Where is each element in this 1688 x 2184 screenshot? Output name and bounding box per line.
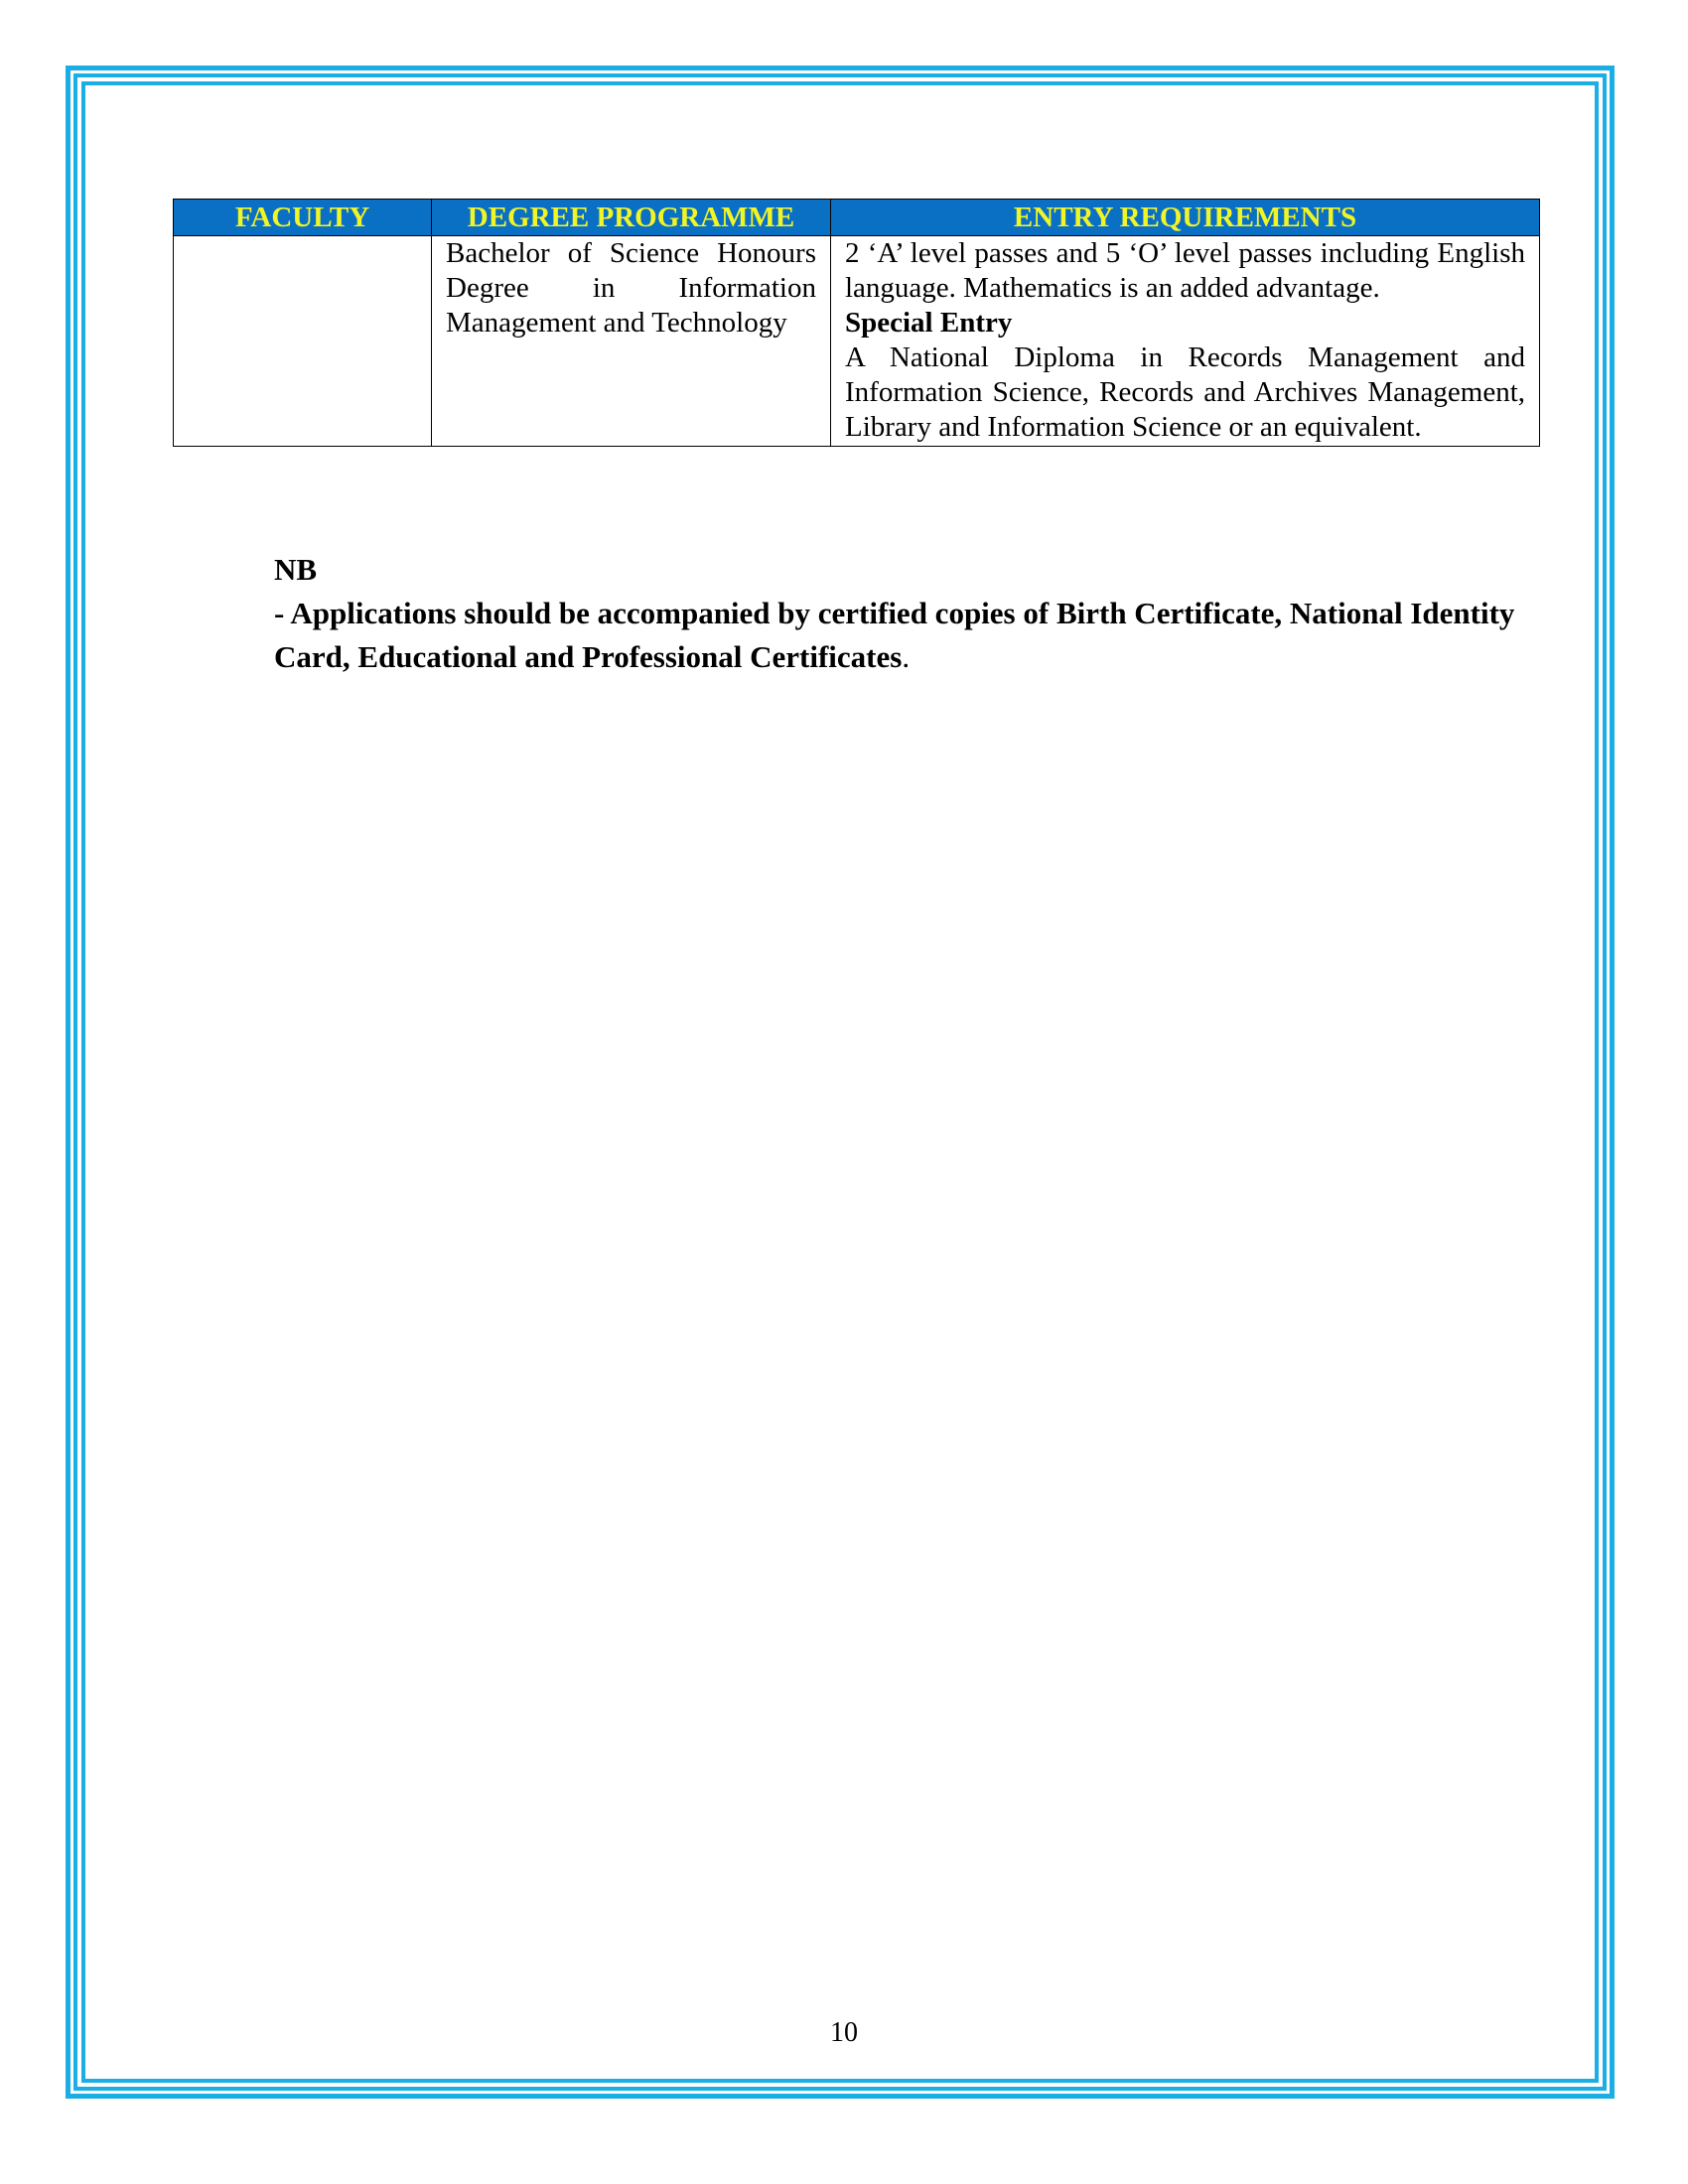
cell-faculty	[174, 236, 432, 447]
header-faculty: FACULTY	[174, 200, 432, 236]
entry-requirements-table	[173, 199, 1540, 447]
note-block	[274, 548, 1525, 679]
note-text: - Applications should be accompanied by certified copies of Birth Certificate, National Identity Card, Educational and Professional Certificates	[274, 596, 1515, 674]
table-header-row	[174, 200, 1540, 236]
requirements-text: 2 ‘A’ level passes and 5 ‘O’ level passes including English language. Mathematics is an added advantage.	[845, 237, 1525, 304]
header-degree-programme: DEGREE PROGRAMME	[432, 200, 831, 236]
special-entry-text: A National Diploma in Records Management and Information Science, Records and Archives Management, Library and Information Science or an equivalent.	[845, 341, 1525, 443]
table-row	[174, 236, 1540, 447]
cell-programme: Bachelor of Science Honours Degree in Information Management and Technology	[432, 236, 831, 447]
header-entry-requirements: ENTRY REQUIREMENTS	[831, 200, 1540, 236]
note-paragraph	[274, 592, 1525, 679]
page-number: 10	[830, 2017, 858, 2048]
note-title: NB	[274, 552, 318, 587]
special-entry-heading: Special Entry	[845, 307, 1013, 339]
note-end-punct: .	[902, 639, 911, 674]
cell-requirements	[831, 236, 1540, 447]
